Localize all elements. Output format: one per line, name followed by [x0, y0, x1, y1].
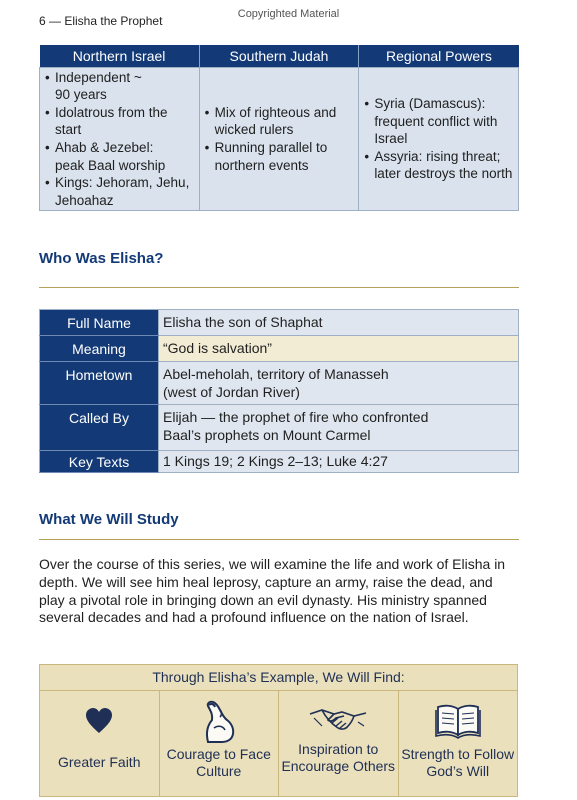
- find-item-caption: Greater Faith: [58, 754, 141, 770]
- find-box-title: Through Elisha’s Example, We Will Find:: [152, 669, 405, 685]
- find-item-caption: Strength to Follow God’s Will: [401, 746, 515, 780]
- find-box: [39, 664, 518, 797]
- column-header-regional-powers: Regional Powers: [359, 45, 519, 68]
- northern-israel-list: [44, 69, 195, 210]
- find-item-inspiration: [279, 691, 399, 797]
- table-row: [40, 362, 519, 405]
- regional-powers-cell: [359, 68, 519, 211]
- table-row: [40, 310, 519, 336]
- section-title-study: What We Will Study: [39, 511, 179, 528]
- context-table: [39, 45, 519, 211]
- elisha-info-table: [39, 309, 519, 473]
- study-paragraph: Over the course of this series, we will examine the life and work of Elisha in depth. We will see him heal leprosy, capture an army, raise the dead, and play a pivotal role in bringing down an evil dynasty. His ministry spanned several decades and had a profound influence on the nation of Israel.: [39, 556, 506, 626]
- handshake-icon: [279, 697, 398, 745]
- row-value: “God is salvation”: [159, 336, 519, 362]
- context-table-header-row: [40, 45, 519, 68]
- table-row: [40, 405, 519, 451]
- table-row: [40, 451, 519, 473]
- find-item-courage: [160, 691, 280, 797]
- context-table-row: [40, 68, 519, 211]
- column-header-southern-judah: Southern Judah: [199, 45, 359, 68]
- list-item: • Syria (Damascus): frequent conflict with Israel: [363, 95, 514, 148]
- find-item-caption: Inspiration to Encourage Others: [281, 741, 396, 775]
- section-divider: [39, 287, 519, 288]
- table-row: [40, 336, 519, 362]
- section-title-who: Who Was Elisha?: [39, 250, 164, 267]
- list-item: • Ahab & Jezebel: peak Baal worship: [44, 139, 195, 174]
- row-label: Hometown: [40, 362, 159, 405]
- row-value: Elisha the son of Shaphat: [159, 310, 519, 336]
- row-value: Elijah — the prophet of fire who confronted Baal’s prophets on Mount Carmel: [159, 405, 519, 451]
- row-label: Meaning: [40, 336, 159, 362]
- southern-judah-cell: [199, 68, 359, 211]
- list-item: • Running parallel to northern events: [204, 139, 355, 174]
- list-item: • Mix of righteous and wicked rulers: [204, 104, 355, 139]
- row-label: Key Texts: [40, 451, 159, 473]
- northern-israel-cell: [40, 68, 200, 211]
- heart-icon: [40, 697, 159, 745]
- list-item: • Assyria: rising threat; later destroys the north: [363, 148, 514, 183]
- list-item: • Kings: Jehoram, Jehu, Jehoahaz: [44, 174, 195, 209]
- flexed-arm-icon: [160, 697, 279, 745]
- regional-powers-list: [363, 95, 514, 183]
- find-item-faith: [40, 691, 160, 797]
- open-book-icon: [399, 697, 518, 745]
- list-item: • Independent ~ 90 years: [44, 69, 195, 104]
- row-label: Full Name: [40, 310, 159, 336]
- southern-judah-list: [204, 104, 355, 174]
- row-value: Abel-meholah, territory of Manasseh (west of Jordan River): [159, 362, 519, 405]
- find-item-strength: [399, 691, 518, 797]
- page-header-label: 6 — Elisha the Prophet: [39, 14, 163, 28]
- row-label: Called By: [40, 405, 159, 451]
- find-box-cells: [40, 690, 517, 797]
- column-header-northern-israel: Northern Israel: [40, 45, 200, 68]
- row-value: 1 Kings 19; 2 Kings 2–13; Luke 4:27: [159, 451, 519, 473]
- section-divider: [39, 539, 519, 540]
- list-item: • Idolatrous from the start: [44, 104, 195, 139]
- find-item-caption: Courage to Face Culture: [166, 746, 271, 780]
- copyright-notice: Copyrighted Material: [237, 8, 340, 20]
